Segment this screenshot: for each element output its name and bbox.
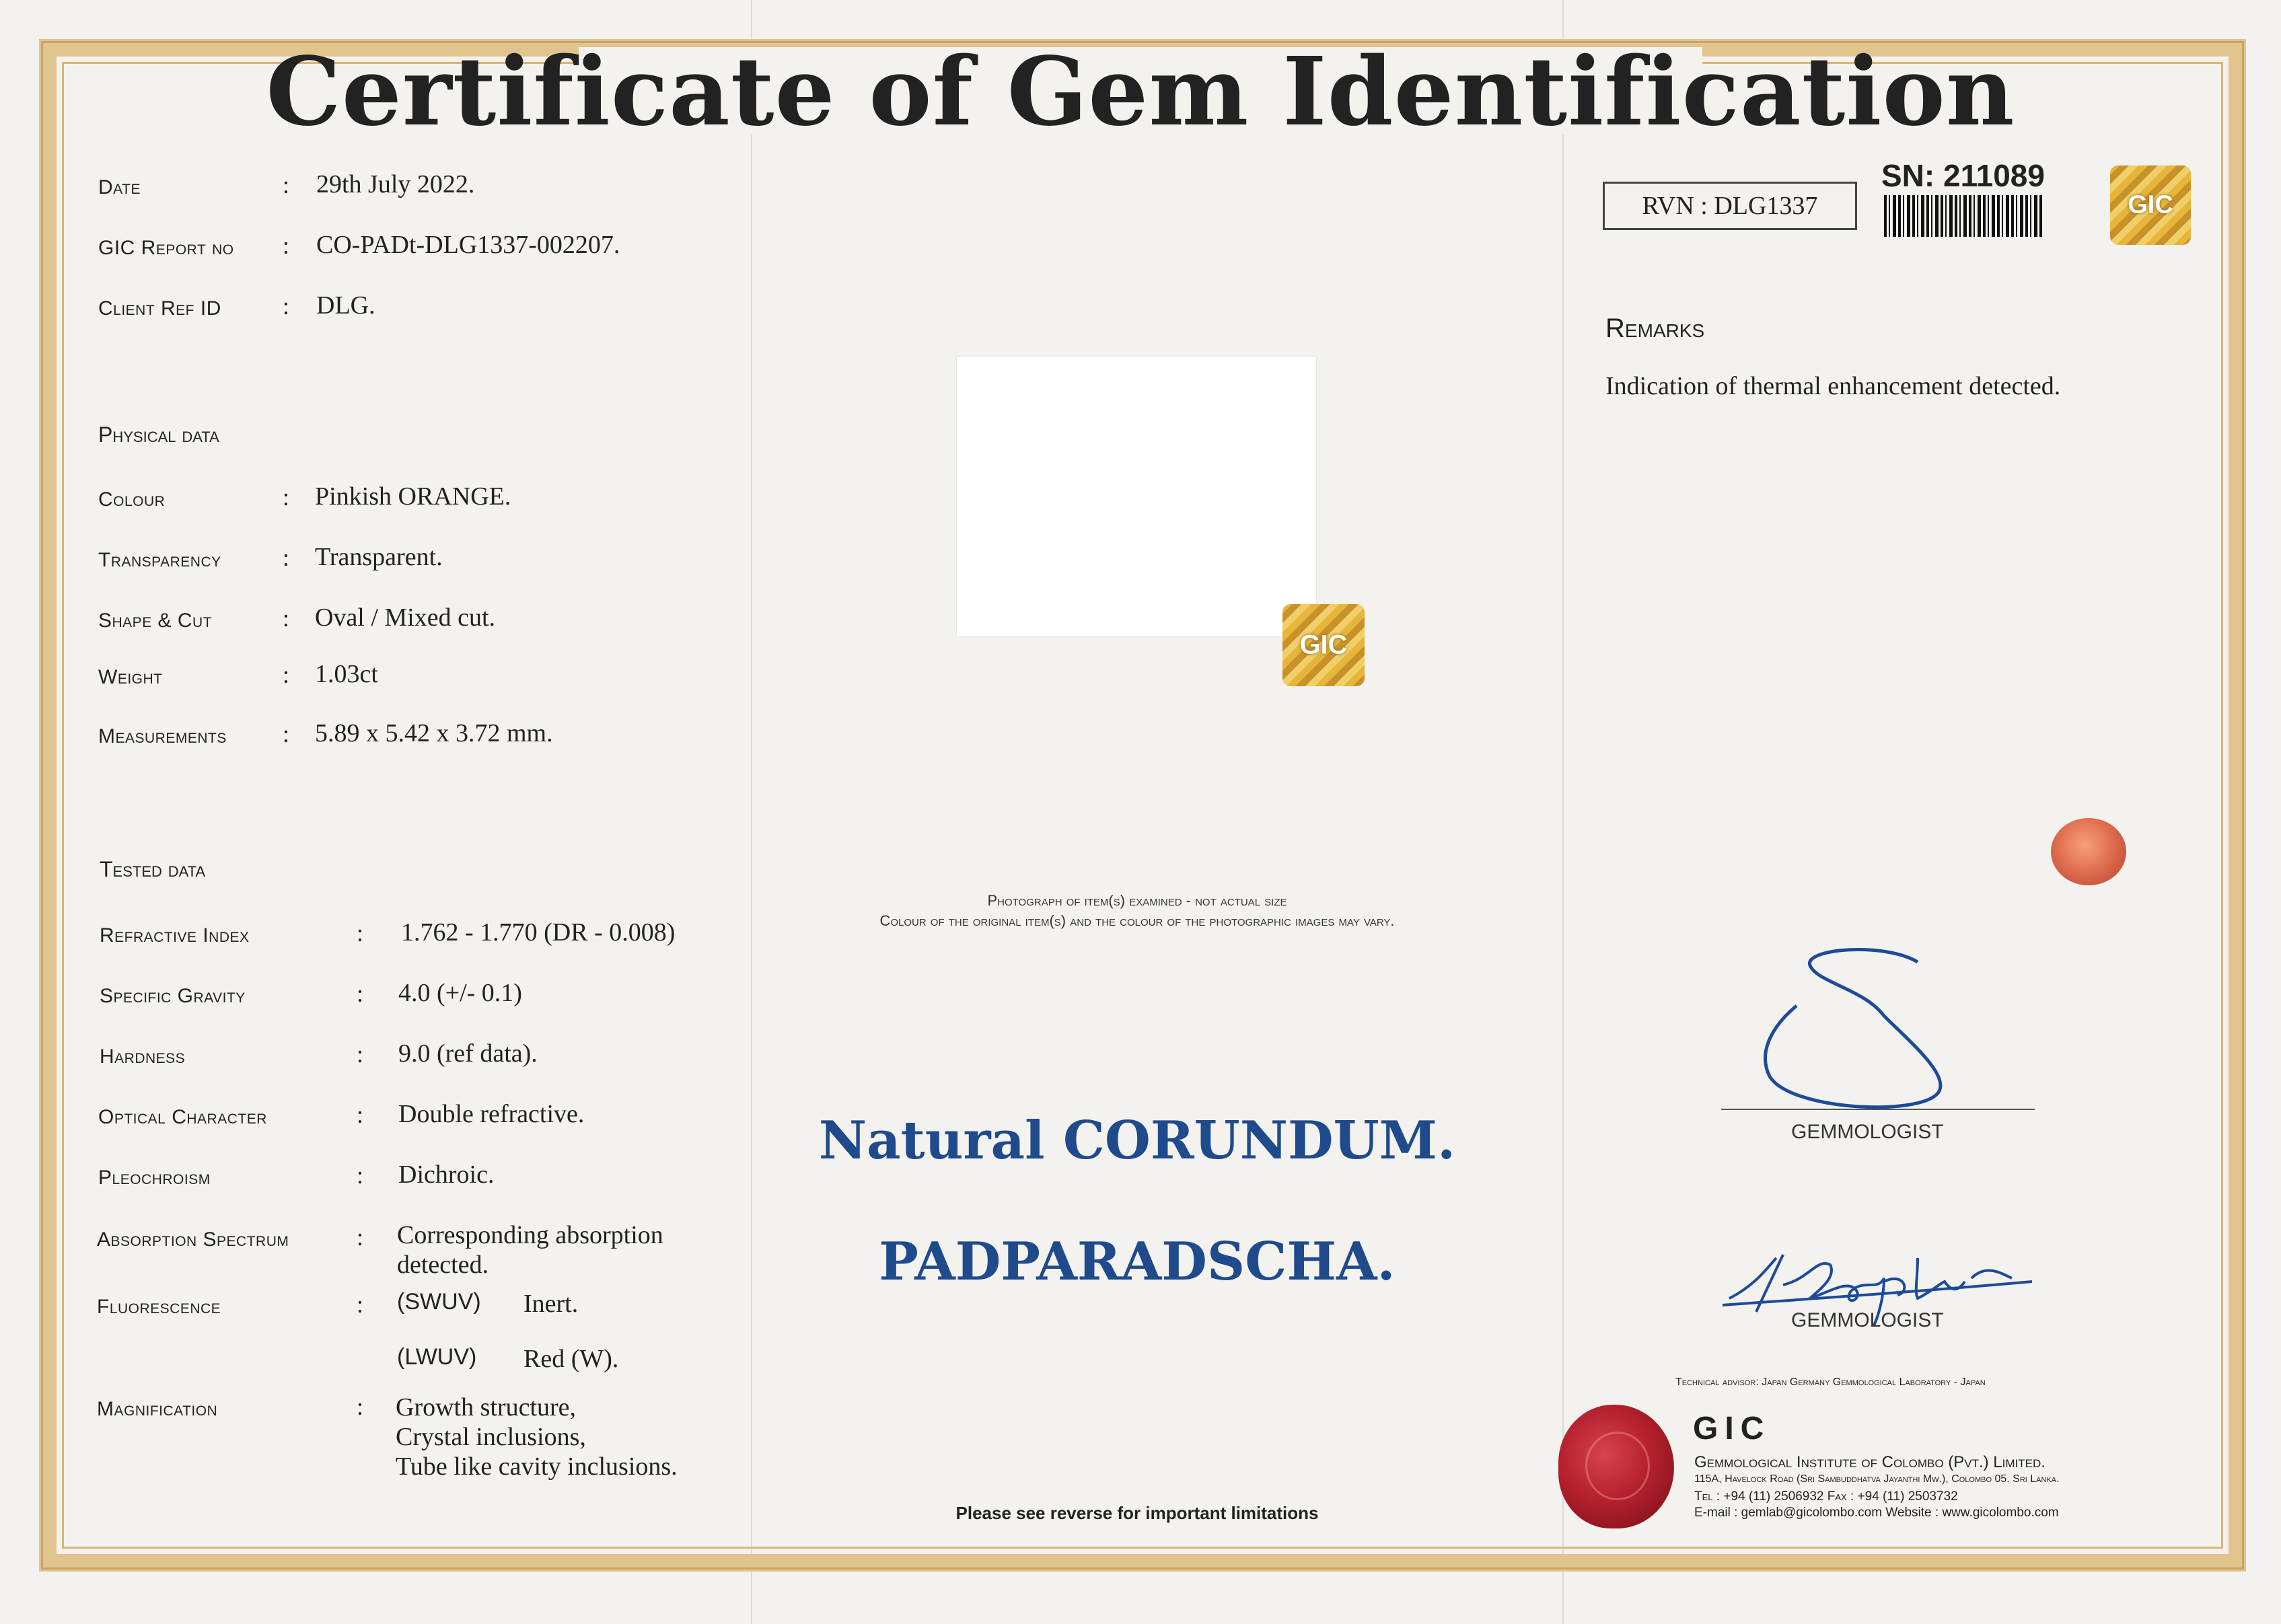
shape-cut-value: Oval / Mixed cut.	[315, 603, 496, 632]
colon: :	[357, 1224, 364, 1251]
gem-species: Natural CORUNDUM.	[818, 1110, 1456, 1171]
colon: :	[357, 1291, 364, 1318]
magnification-value: Growth structure,	[396, 1393, 577, 1422]
colon: :	[357, 1162, 364, 1189]
optical-character-label: Optical Character	[98, 1106, 267, 1128]
certificate-title: Certificate of Gem Identification	[266, 37, 2015, 147]
transparency-label: Transparency	[98, 549, 221, 571]
rvn-box: RVN : DLG1337	[1603, 182, 1857, 230]
serial-number: SN: 211089	[1881, 158, 2045, 193]
specific-gravity-label: Specific Gravity	[100, 985, 246, 1007]
colon: :	[283, 232, 290, 259]
swuv-label: (SWUV)	[397, 1289, 481, 1315]
hologram-sticker-top: GIC	[2110, 165, 2191, 245]
decorative-border	[39, 39, 2246, 1572]
shape-cut-label: Shape & Cut	[98, 610, 213, 632]
colon: :	[357, 1101, 364, 1128]
client-ref-value: DLG.	[316, 291, 375, 320]
colon: :	[283, 172, 290, 198]
optical-character-value: Double refractive.	[398, 1100, 585, 1128]
gemmologist-label-1: GEMMOLOGIST	[1791, 1121, 1944, 1143]
transparency-value: Transparent.	[315, 543, 443, 571]
gem-photograph	[957, 357, 1316, 636]
report-no-value: CO-PADt-DLG1337-002207.	[316, 231, 620, 259]
gemmologist-label-2: GEMMOLOGIST	[1791, 1309, 1944, 1331]
colon: :	[283, 721, 290, 747]
client-ref-label: Client Ref ID	[98, 297, 221, 320]
absorption-spectrum-label: Absorption Spectrum	[97, 1228, 289, 1251]
lab-address: 115A, Havelock Road (Sri Sambuddhatva Jayanthi Mw.), Colombo 05. Sri Lanka.	[1694, 1473, 2060, 1485]
colon: :	[283, 293, 290, 320]
measurements-value: 5.89 x 5.42 x 3.72 mm.	[315, 719, 553, 747]
lab-phone: Tel : +94 (11) 2506932 Fax : +94 (11) 2503732	[1694, 1489, 1958, 1504]
colon: :	[357, 980, 364, 1007]
colon: :	[283, 605, 290, 632]
colon: :	[283, 544, 290, 571]
specific-gravity-value: 4.0 (+/- 0.1)	[398, 979, 522, 1007]
colon: :	[283, 661, 290, 688]
date-label: Date	[98, 176, 141, 198]
colour-value: Pinkish ORANGE.	[315, 482, 511, 511]
hologram-sticker: GIC	[1282, 604, 1365, 686]
swuv-value: Inert.	[523, 1290, 579, 1318]
colon: :	[283, 484, 290, 511]
lab-full-name: Gemmological Institute of Colombo (Pvt.) Limited.	[1694, 1453, 2045, 1471]
fluorescence-label: Fluorescence	[97, 1296, 221, 1318]
magnification-value-2: Crystal inclusions,	[396, 1423, 586, 1451]
photo-caption-1: Photograph of item(s) examined - not actual size	[987, 892, 1287, 909]
lab-email: E-mail : gemlab@gicolombo.com Website : www.gicolombo.com	[1694, 1506, 2059, 1520]
absorption-spectrum-value-2: detected.	[397, 1251, 489, 1279]
pleochroism-label: Pleochroism	[98, 1167, 211, 1189]
colon: :	[357, 920, 364, 947]
gemstone-image	[2051, 818, 2126, 885]
date-value: 29th July 2022.	[316, 170, 475, 198]
tested-data-heading: Tested data	[100, 857, 206, 881]
lwuv-label: (LWUV)	[397, 1344, 477, 1370]
magnification-value-3: Tube like cavity inclusions.	[396, 1452, 678, 1481]
measurements-label: Measurements	[98, 725, 227, 747]
signature-1	[1749, 942, 1965, 1123]
weight-label: Weight	[98, 666, 163, 688]
remarks-text: Indication of thermal enhancement detected.	[1605, 372, 2061, 400]
colon: :	[357, 1393, 364, 1420]
lab-logo-text: GIC	[1693, 1411, 1771, 1446]
colour-label: Colour	[98, 488, 166, 511]
absorption-spectrum-value: Corresponding absorption	[397, 1221, 663, 1249]
refractive-index-value: 1.762 - 1.770 (DR - 0.008)	[401, 918, 676, 947]
signature-line-1	[1721, 1109, 2035, 1110]
report-no-label: GIC Report no	[98, 237, 234, 259]
limitations-note: Please see reverse for important limitations	[955, 1503, 1319, 1523]
magnification-label: Magnification	[97, 1398, 218, 1420]
photo-caption-2: Colour of the original item(s) and the colour of the photographic images may vary.	[879, 912, 1395, 929]
pleochroism-value: Dichroic.	[398, 1160, 495, 1189]
hardness-value: 9.0 (ref data).	[398, 1039, 538, 1068]
weight-value: 1.03ct	[315, 660, 378, 688]
wax-seal	[1558, 1405, 1674, 1528]
barcode	[1884, 195, 2044, 237]
refractive-index-label: Refractive Index	[100, 924, 250, 947]
hardness-label: Hardness	[100, 1045, 186, 1068]
physical-data-heading: Physical data	[98, 422, 219, 447]
lwuv-value: Red (W).	[523, 1345, 619, 1373]
colon: :	[357, 1041, 364, 1068]
remarks-heading: Remarks	[1605, 313, 1705, 343]
gem-variety: PADPARADSCHA.	[879, 1231, 1396, 1292]
technical-advisor: Technical advisor: Japan Germany Gemmological Laboratory - Japan	[1675, 1376, 1986, 1388]
